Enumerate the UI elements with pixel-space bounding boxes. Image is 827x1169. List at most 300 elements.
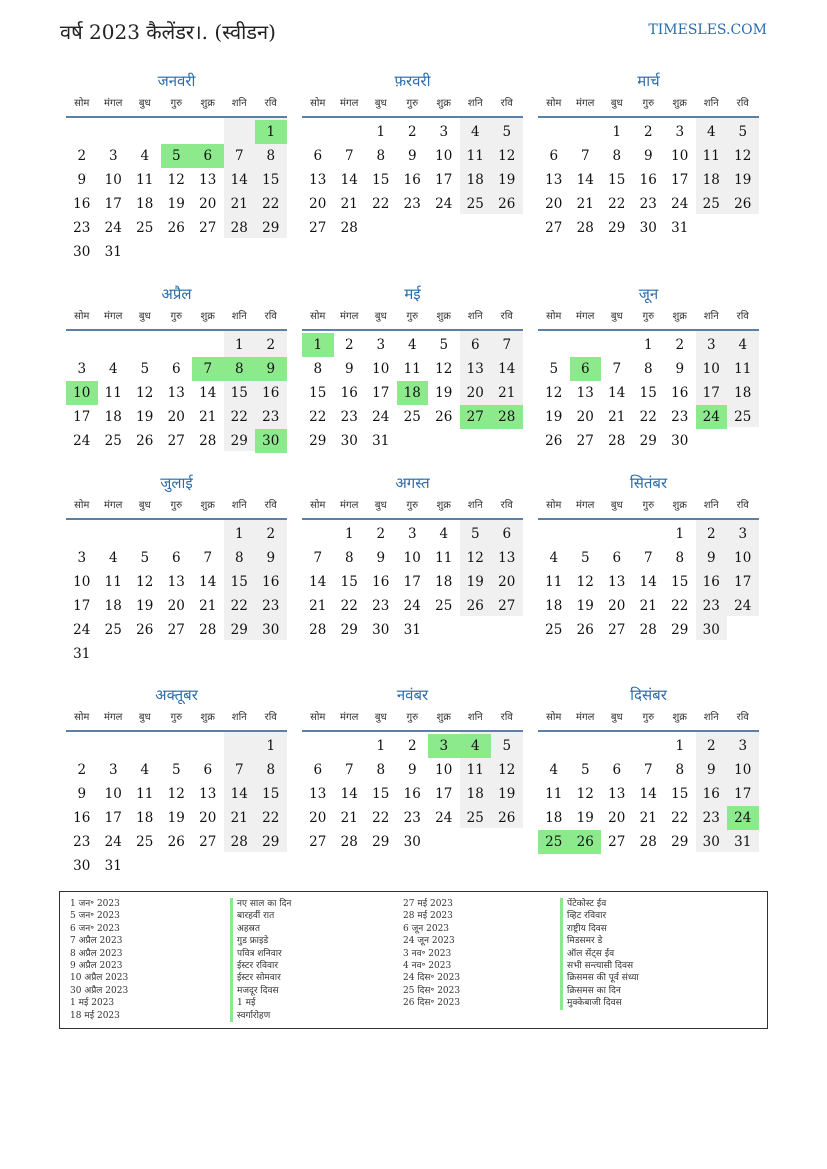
day-cell: 7: [580, 148, 590, 164]
day-cell: 29: [230, 433, 248, 449]
month-name: फ़रवरी: [394, 72, 431, 90]
holiday-name: व्हिट रविवार: [560, 910, 639, 922]
holiday-name: क्रिसमस की पूर्व संध्या: [560, 972, 639, 984]
holiday-day: 24: [696, 405, 728, 429]
day-cell: 19: [167, 196, 185, 212]
weekday-label: शुक्र: [672, 311, 687, 322]
day-cell: 28: [230, 834, 248, 850]
day-cell: 16: [262, 574, 280, 590]
weekday-label: शुक्र: [672, 98, 687, 109]
day-cell: 3: [738, 526, 748, 542]
day-cell: 23: [671, 409, 689, 425]
day-cell: 17: [104, 196, 122, 212]
day-cell: 10: [671, 148, 689, 164]
day-cell: 22: [639, 409, 657, 425]
day-cell: 1: [675, 738, 685, 754]
day-cell: 23: [73, 834, 91, 850]
day-cell: 18: [104, 598, 122, 614]
weekday-label: शनि: [703, 311, 719, 322]
weekday-label: मंगल: [104, 311, 123, 322]
day-cell: 8: [313, 361, 323, 377]
day-cell: 19: [136, 409, 154, 425]
day-cell: 1: [344, 526, 354, 542]
day-cell: 26: [498, 810, 516, 826]
day-cell: 16: [671, 385, 689, 401]
day-cell: 15: [671, 786, 689, 802]
day-cell: 6: [171, 550, 181, 566]
day-cell: 1: [612, 124, 622, 140]
day-cell: 8: [376, 148, 386, 164]
day-cell: 5: [140, 361, 150, 377]
holiday-name: सभी सन्त्यासी दिवस: [560, 960, 639, 972]
holiday-date: 5 जन॰ 2023: [70, 911, 120, 922]
day-cell: 5: [439, 337, 449, 353]
day-cell: 19: [498, 172, 516, 188]
day-cell: 6: [470, 337, 480, 353]
day-cell: 11: [136, 172, 154, 188]
day-cell: 15: [639, 385, 657, 401]
day-cell: 20: [608, 598, 626, 614]
day-cell: 10: [734, 550, 752, 566]
day-cell: 14: [230, 786, 248, 802]
day-cell: 16: [403, 172, 421, 188]
holiday-day: 10: [66, 381, 98, 405]
weekday-label: मंगल: [104, 98, 123, 109]
day-cell: 15: [608, 172, 626, 188]
weekday-header: [302, 706, 523, 732]
weekday-label: शुक्र: [200, 98, 215, 109]
day-cell: 7: [612, 361, 622, 377]
day-cell: 10: [702, 361, 720, 377]
holiday-list: [59, 891, 768, 1029]
weekday-label: रवि: [500, 500, 513, 511]
holiday-date: 6 जन॰ 2023: [70, 923, 120, 934]
day-cell: 4: [407, 337, 417, 353]
day-cell: 5: [580, 550, 590, 566]
weekday-label: शुक्र: [200, 311, 215, 322]
holiday-name: ईस्टर रविवार: [230, 960, 291, 972]
day-cell: 15: [340, 574, 358, 590]
day-cell: 12: [576, 786, 594, 802]
day-cell: 18: [104, 409, 122, 425]
day-cell: 16: [639, 172, 657, 188]
day-cell: 27: [167, 433, 185, 449]
holiday-name: क्रिसमस का दिन: [560, 985, 639, 997]
day-cell: 26: [498, 196, 516, 212]
day-cell: 24: [403, 598, 421, 614]
day-cell: 27: [576, 433, 594, 449]
day-cell: 9: [706, 762, 716, 778]
day-cell: 3: [376, 337, 386, 353]
day-cell: 8: [344, 550, 354, 566]
day-cell: 29: [340, 622, 358, 638]
day-cell: 23: [73, 220, 91, 236]
day-cell: 17: [73, 598, 91, 614]
day-cell: 6: [549, 148, 559, 164]
site-link[interactable]: TIMESLES.COM: [648, 22, 767, 38]
day-cell: 4: [470, 124, 480, 140]
day-cell: 20: [309, 196, 327, 212]
weekday-header: [66, 706, 287, 732]
weekday-label: शुक्र: [200, 712, 215, 723]
day-cell: 18: [702, 172, 720, 188]
day-cell: 14: [199, 385, 217, 401]
day-cell: 15: [230, 385, 248, 401]
day-cell: 20: [167, 598, 185, 614]
weekday-label: सोम: [546, 712, 562, 723]
day-cell: 29: [671, 622, 689, 638]
day-cell: 25: [734, 409, 752, 425]
day-cell: 10: [73, 574, 91, 590]
day-cell: 27: [309, 834, 327, 850]
day-cell: 18: [136, 196, 154, 212]
weekday-label: शुक्र: [436, 712, 451, 723]
day-cell: 29: [309, 433, 327, 449]
day-cell: 5: [502, 738, 512, 754]
day-cell: 2: [376, 526, 386, 542]
weekday-label: शनि: [703, 500, 719, 511]
weekday-label: शनि: [703, 98, 719, 109]
holiday-day: 30: [255, 429, 287, 453]
day-cell: 5: [171, 762, 181, 778]
weekday-label: मंगल: [576, 712, 595, 723]
weekday-label: रवि: [264, 98, 277, 109]
weekday-label: सोम: [546, 311, 562, 322]
day-cell: 30: [403, 834, 421, 850]
weekday-label: शनि: [231, 500, 247, 511]
day-cell: 28: [199, 433, 217, 449]
day-cell: 18: [466, 786, 484, 802]
day-cell: 9: [407, 148, 417, 164]
weekday-label: सोम: [310, 98, 326, 109]
day-cell: 27: [199, 834, 217, 850]
day-cell: 4: [140, 148, 150, 164]
day-cell: 15: [671, 574, 689, 590]
weekday-label: शुक्र: [672, 712, 687, 723]
day-cell: 26: [136, 622, 154, 638]
day-cell: 24: [671, 196, 689, 212]
day-cell: 30: [639, 220, 657, 236]
weekday-label: रवि: [736, 98, 749, 109]
day-cell: 29: [671, 834, 689, 850]
day-cell: 3: [439, 124, 449, 140]
month-name: सितंबर: [629, 474, 668, 492]
day-cell: 4: [549, 550, 559, 566]
day-cell: 2: [643, 124, 653, 140]
day-cell: 6: [171, 361, 181, 377]
day-cell: 2: [407, 738, 417, 754]
day-cell: 19: [734, 172, 752, 188]
day-cell: 9: [77, 172, 87, 188]
day-cell: 22: [372, 810, 390, 826]
holiday-day: 5: [161, 144, 193, 168]
weekday-label: सोम: [546, 98, 562, 109]
month-name: नवंबर: [396, 686, 429, 704]
day-cell: 31: [671, 220, 689, 236]
day-cell: 21: [498, 385, 516, 401]
day-cell: 21: [309, 598, 327, 614]
holiday-date: 1 मई 2023: [70, 998, 115, 1009]
holiday-name: राष्ट्रीय दिवस: [560, 923, 639, 935]
weekday-header: [538, 706, 759, 732]
holiday-date: 24 जून 2023: [403, 936, 455, 947]
day-cell: 29: [230, 622, 248, 638]
day-cell: 3: [738, 738, 748, 754]
day-cell: 17: [372, 385, 390, 401]
weekday-label: गुरु: [406, 98, 419, 109]
day-cell: 4: [108, 361, 118, 377]
day-cell: 27: [309, 220, 327, 236]
weekday-label: शुक्र: [436, 500, 451, 511]
day-cell: 15: [262, 786, 280, 802]
day-cell: 18: [545, 810, 563, 826]
day-cell: 5: [549, 361, 559, 377]
holiday-name: पेंटेकोस्ट ईव: [560, 898, 639, 910]
day-cell: 3: [77, 550, 87, 566]
day-cell: 24: [734, 598, 752, 614]
day-cell: 11: [435, 550, 453, 566]
day-cell: 28: [576, 220, 594, 236]
day-cell: 2: [407, 124, 417, 140]
weekday-label: बुध: [374, 311, 387, 322]
day-cell: 7: [234, 762, 244, 778]
day-cell: 23: [340, 409, 358, 425]
month-8: [302, 472, 523, 638]
day-cell: 26: [466, 598, 484, 614]
weekday-label: बुध: [138, 98, 151, 109]
day-cell: 17: [104, 810, 122, 826]
holiday-name: मिडसमर डे: [560, 935, 639, 947]
day-cell: 14: [199, 574, 217, 590]
weekday-label: शनि: [703, 712, 719, 723]
holiday-day: 1: [302, 333, 334, 357]
weekday-label: रवि: [264, 311, 277, 322]
day-cell: 18: [734, 385, 752, 401]
day-cell: 9: [344, 361, 354, 377]
holiday-day: 6: [192, 144, 224, 168]
day-cell: 27: [167, 622, 185, 638]
weekday-header: [66, 92, 287, 118]
day-cell: 9: [407, 762, 417, 778]
month-name: अप्रैल: [161, 285, 192, 303]
day-cell: 26: [167, 220, 185, 236]
holiday-name: स्वर्गारोहण: [230, 1010, 291, 1022]
day-cell: 25: [545, 622, 563, 638]
day-cell: 22: [262, 196, 280, 212]
day-cell: 7: [502, 337, 512, 353]
day-cell: 11: [466, 762, 484, 778]
day-cell: 12: [167, 786, 185, 802]
day-cell: 21: [199, 598, 217, 614]
weekday-label: शनि: [231, 712, 247, 723]
weekday-label: शनि: [467, 712, 483, 723]
day-cell: 4: [738, 337, 748, 353]
weekday-label: सोम: [74, 311, 90, 322]
day-cell: 30: [702, 622, 720, 638]
day-cell: 21: [576, 196, 594, 212]
day-cell: 10: [734, 762, 752, 778]
day-cell: 2: [266, 337, 276, 353]
day-cell: 21: [639, 810, 657, 826]
day-cell: 8: [266, 148, 276, 164]
holiday-date: 28 मई 2023: [403, 911, 453, 922]
holiday-date: 1 जन॰ 2023: [70, 899, 120, 909]
month-5: [302, 283, 523, 449]
day-cell: 13: [309, 172, 327, 188]
day-cell: 2: [706, 738, 716, 754]
weekday-label: शुक्र: [672, 500, 687, 511]
weekday-label: शुक्र: [436, 311, 451, 322]
day-cell: 24: [372, 409, 390, 425]
month-name: दिसंबर: [630, 686, 667, 704]
weekday-label: गुरु: [406, 712, 419, 723]
day-cell: 23: [262, 598, 280, 614]
weekday-label: बुध: [610, 500, 623, 511]
day-cell: 6: [502, 526, 512, 542]
day-cell: 31: [372, 433, 390, 449]
day-cell: 26: [545, 433, 563, 449]
day-cell: 3: [706, 337, 716, 353]
day-cell: 20: [309, 810, 327, 826]
day-cell: 2: [675, 337, 685, 353]
day-cell: 4: [140, 762, 150, 778]
weekday-label: रवि: [500, 98, 513, 109]
day-cell: 13: [199, 786, 217, 802]
day-cell: 11: [403, 361, 421, 377]
day-cell: 9: [376, 550, 386, 566]
day-cell: 11: [104, 574, 122, 590]
day-cell: 19: [167, 810, 185, 826]
day-cell: 8: [675, 762, 685, 778]
weekday-label: मंगल: [340, 500, 359, 511]
day-cell: 31: [104, 858, 122, 874]
holiday-name: 1 मई: [230, 997, 291, 1009]
day-cell: 24: [73, 433, 91, 449]
day-cell: 14: [340, 786, 358, 802]
day-cell: 28: [340, 220, 358, 236]
weekday-label: रवि: [264, 500, 277, 511]
holiday-names-col-2: [560, 898, 639, 1010]
weekday-label: गुरु: [170, 311, 183, 322]
month-2: [302, 70, 523, 236]
day-cell: 4: [108, 550, 118, 566]
day-cell: 14: [340, 172, 358, 188]
day-cell: 28: [639, 834, 657, 850]
day-cell: 21: [199, 409, 217, 425]
weekday-label: बुध: [138, 311, 151, 322]
day-cell: 15: [372, 786, 390, 802]
holiday-date: 9 अप्रैल 2023: [70, 961, 123, 972]
day-cell: 3: [77, 361, 87, 377]
day-cell: 1: [643, 337, 653, 353]
day-cell: 13: [498, 550, 516, 566]
holiday-dates-col-1: [70, 898, 128, 1022]
day-cell: 19: [545, 409, 563, 425]
holiday-date: 27 मई 2023: [403, 899, 453, 909]
day-cell: 17: [671, 172, 689, 188]
month-name: जनवरी: [157, 72, 196, 90]
day-cell: 27: [608, 622, 626, 638]
day-cell: 13: [576, 385, 594, 401]
day-cell: 14: [576, 172, 594, 188]
day-cell: 29: [639, 433, 657, 449]
day-cell: 23: [262, 409, 280, 425]
day-cell: 3: [108, 762, 118, 778]
holiday-name: ऑल सेंट्स ईव: [560, 948, 639, 960]
day-cell: 10: [435, 148, 453, 164]
holiday-name: मजदूर दिवस: [230, 985, 291, 997]
day-cell: 16: [372, 574, 390, 590]
day-cell: 29: [608, 220, 626, 236]
weekday-label: गुरु: [642, 500, 655, 511]
day-cell: 17: [702, 385, 720, 401]
day-cell: 16: [73, 810, 91, 826]
weekday-label: मंगल: [104, 712, 123, 723]
day-cell: 17: [403, 574, 421, 590]
day-cell: 19: [498, 786, 516, 802]
month-10: [66, 684, 287, 874]
weekday-label: रवि: [264, 712, 277, 723]
holiday-day: 1: [255, 120, 287, 144]
day-cell: 12: [734, 148, 752, 164]
weekday-label: बुध: [374, 98, 387, 109]
day-cell: 30: [702, 834, 720, 850]
day-cell: 14: [230, 172, 248, 188]
month-name: अगस्त: [395, 474, 430, 492]
day-cell: 13: [309, 786, 327, 802]
day-cell: 6: [313, 762, 323, 778]
day-cell: 4: [549, 762, 559, 778]
holiday-dates-col-2: [403, 898, 460, 1010]
holiday-day: 18: [397, 381, 429, 405]
day-cell: 21: [639, 598, 657, 614]
day-cell: 18: [136, 810, 154, 826]
weekday-label: मंगल: [340, 712, 359, 723]
month-name: अक्तूबर: [155, 686, 198, 704]
weekday-label: बुध: [138, 712, 151, 723]
holiday-date: 7 अप्रैल 2023: [70, 936, 123, 947]
day-cell: 2: [266, 526, 276, 542]
weekday-header: [66, 305, 287, 331]
day-cell: 17: [73, 409, 91, 425]
day-cell: 13: [608, 574, 626, 590]
day-cell: 19: [576, 598, 594, 614]
day-cell: 22: [230, 409, 248, 425]
day-cell: 16: [73, 196, 91, 212]
day-cell: 4: [706, 124, 716, 140]
day-cell: 15: [262, 172, 280, 188]
day-cell: 16: [340, 385, 358, 401]
month-9: [538, 472, 759, 638]
day-cell: 1: [266, 738, 276, 754]
day-cell: 27: [545, 220, 563, 236]
weekday-label: मंगल: [340, 311, 359, 322]
day-cell: 9: [706, 550, 716, 566]
day-cell: 25: [136, 834, 154, 850]
day-cell: 10: [435, 762, 453, 778]
day-cell: 3: [675, 124, 685, 140]
weekday-label: गुरु: [170, 98, 183, 109]
holiday-day: 25: [538, 830, 570, 854]
day-cell: 15: [309, 385, 327, 401]
weekday-label: गुरु: [642, 98, 655, 109]
day-cell: 7: [234, 148, 244, 164]
day-cell: 8: [643, 361, 653, 377]
holiday-date: 26 दिस॰ 2023: [403, 998, 461, 1009]
day-cell: 14: [639, 574, 657, 590]
weekday-label: बुध: [610, 311, 623, 322]
holiday-day: 4: [460, 734, 492, 758]
